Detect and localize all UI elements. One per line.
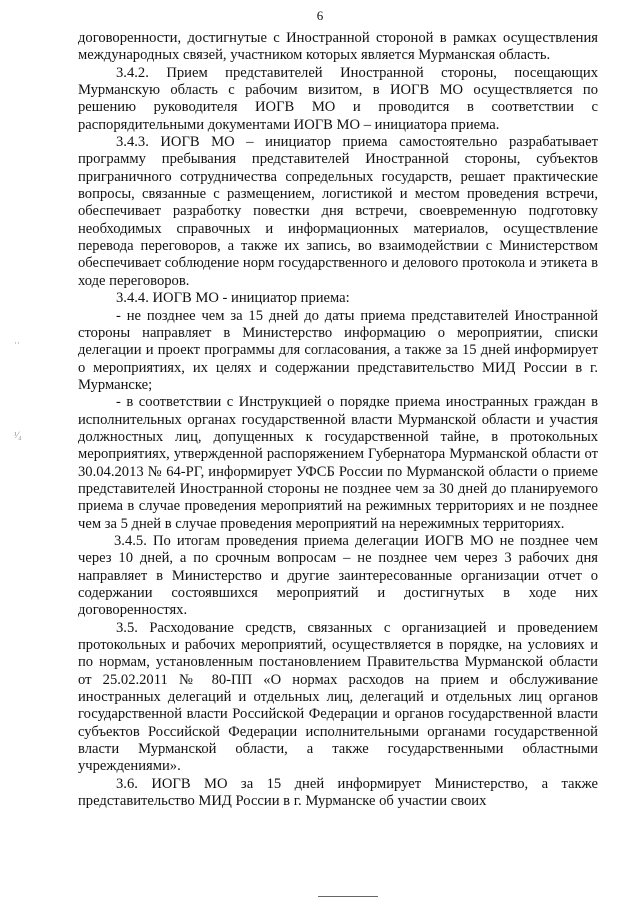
footer-rule (318, 896, 378, 897)
paragraph-continuation: договоренности, достигнутые с Иностранной стороной в рамках осуществления международных связей, участником которых является Мурманская область. (78, 30, 598, 64)
paragraph-3-4-4: 3.4.4. ИОГВ МО - инициатор приема: (116, 290, 350, 307)
paragraph-3-4-2: 3.4.2. Прием представителей Иностранной стороны, посещающих Мурманскую область с рабочим визитом, в ИОГВ МО осуществляется по решению руководителя ИОГВ МО и проводится в соответствии с распорядительными документами ИОГВ МО – инициатора приема. (78, 64, 598, 133)
page-number: 6 (316, 8, 324, 23)
document-body (78, 30, 598, 810)
scan-margin-mark: ¹⁄₄ (14, 430, 22, 440)
paragraph-3-4-5: 3.4.5. По итогам проведения приема делегации ИОГВ МО не позднее чем через 10 дней, а по срочным вопросам – не позднее чем через 3 рабочих дня направляет в Министерство и другие заинтересованные организации отчет о содержании состоявшихся мероприятий и достигнутых в ходе них договоренностях. (78, 532, 598, 619)
paragraph-3-6: 3.6. ИОГВ МО за 15 дней информирует Министерство, а также представительство МИД России в г. Мурманске об участии своих (78, 775, 598, 810)
list-item-deadline-15-days: - не позднее чем за 15 дней до даты приема представителей Иностранной стороны направляет в Министерство информацию о мероприятии, списки делегации и проект программы для согласования, а также за 15 дней информирует о мероприятиях, их целях и содержании представительство МИД России в г. Мурманске; (78, 307, 598, 393)
list-item-fsb-notification: - в соответствии с Инструкцией о порядке приема иностранных граждан в исполнительных органах государственной власти Мурманской области и участия должностных лиц, допущенных к государственной тайне, в протокольных мероприятиях, утвержденной распоряжением Губернатора Мурманской области от 30.04.2013 № 64-РГ, информирует УФСБ России по Мурманской области о приеме представителей Иностранной стороны не позднее чем за 30 дней до планируемого приема в случае проведения мероприятий на режимных территориях и не позднее чем за 5 дней в случае проведения мероприятий на нережимных территориях. (78, 394, 598, 532)
paragraph-3-5: 3.5. Расходование средств, связанных с организацией и проведением протокольных и рабочих мероприятий, осуществляется в порядке, на условиях и по нормам, установленным постановлением Правительства Мурманской области от 25.02.2011 № 80-ПП «О нормах расходов на прием и обслуживание иностранных делегаций и отдельных лиц, делегаций и отдельных лиц органов государственной власти Российской Федерации и органов государственной власти субъектов Российской Федерации исполнительными органами государственной власти Мурманской области, а также государственными областными учреждениями». (78, 619, 598, 775)
scan-margin-mark: ·· (14, 338, 20, 348)
paragraph-3-4-3: 3.4.3. ИОГВ МО – инициатор приема самостоятельно разрабатывает программу пребывания представителей Иностранной стороны, субъектов приграничного сотрудничества сопредельных государств, решает практические вопросы, связанные с размещением, логистикой и местом проведения встречи, обеспечивает разработку повестки дня встречи, своевременную подготовку необходимых справочных и информационных материалов, осуществление перевода переговоров, а также их запись, во взаимодействии с Министерством обеспечивает соблюдение норм государственного и делового протокола и этикета в ходе переговоров. (78, 134, 598, 289)
